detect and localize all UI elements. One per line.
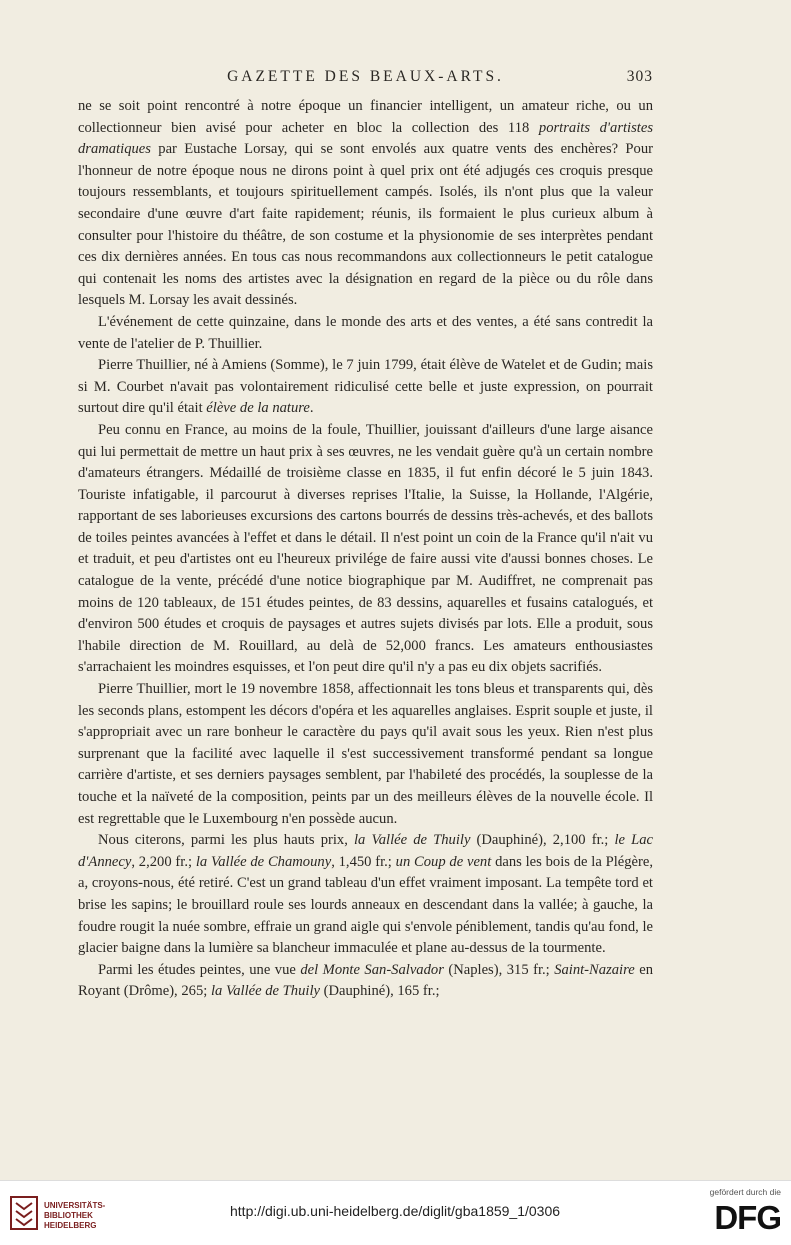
- italic-title: portraits d'artistes dramatiques: [78, 119, 653, 158]
- text-run: par Eustache Lorsay, qui se sont envolés aux quatre vents des enchères? Pour l'honneur de notre époque nous ne dirons point à quel prix ont été adjugés ces croquis presque toujours ressemblants, et toujours spirituellement campés. Isolés, ils n'ont plus que la valeur secondaire d'une œuvre d'art faite rapidement; réunis, ils formaient le plus curieux album à consulter pour l'histoire du théâtre, de son costume et la physionomie de ses interprètes pendant ces dix dernières années. En tous cas nous recommandons aux collectionneurs le petit catalogue qui contenait les noms des artistes avec la désignation en regard de la pièce ou du rôle dans lesquels M. Lorsay les avait dessinés.: [78, 141, 653, 309]
- italic-title: la Vallée de Chamouny: [195, 853, 332, 870]
- text-run: .: [309, 400, 314, 417]
- library-line: UNIVERSITÄTS-: [44, 1201, 106, 1210]
- paragraph: [78, 830, 653, 960]
- paragraph: [78, 312, 653, 355]
- text-run: Peu connu en France, au moins de la foule, Thuillier, jouissant d'ailleurs d'une large aisance qui lui permettait de mettre un haut prix à ses œuvres, ne les vendait guère qu'à un certain nombre d'amateurs étrangers. Médaillé de troisième classe en 1835, il fut enfin décoré le 5 juin 1843. Touriste infatigable, il parcourut à diverses reprises l'Italie, la Suisse, la Hollande, l'Algérie, rapportant de ses laborieuses excursions des cartons bourrés de dessins très-achevés, et des ballots de toiles peintes avancées à l'effet et dans le détail. Il n'est point un coin de la France qu'il n'ait vu et traduit, et peu d'artistes ont eu l'heureux privilége de faire aussi vite d'aussi bonnes choses. Le catalogue de la vente, précédé d'une notice biographique par M. Audiffret, ne comprenait pas moins de 120 tableaux, de 151 études peintes, de 83 dessins, aquarelles et fusains catalogués, et d'environ 500 études et croquis de paysages et autres sujets divisés par lots. Elle a produit, sous l'habile direction de M. Rouillard, au delà de 52,000 francs. Les amateurs enthousiastes s'arrachaient les moindres esquisses, et l'on peut dire qu'il n'y a pas eu dix objets sacrifiés.: [78, 421, 653, 676]
- text-run: Pierre Thuillier, né à Amiens (Somme), le 7 juin 1799, était élève de Watelet et de Gudin; mais si M. Courbet n'avait pas volontairement ridiculisé cette belle et juste expression, on pourrait surtout dire qu'il était: [78, 357, 653, 417]
- text-run: (Dauphiné), 2,100 fr.;: [470, 832, 615, 849]
- italic-title: del Monte San-Salvador: [300, 961, 444, 978]
- page-number: 303: [626, 68, 653, 85]
- paragraph: [78, 420, 653, 679]
- paragraph: [78, 960, 653, 1003]
- text-run: Nous citerons, parmi les plus hauts prix,: [98, 832, 354, 849]
- article-body: [78, 96, 653, 1003]
- university-library-logo-icon: [10, 1195, 38, 1231]
- library-name: [44, 1201, 105, 1231]
- running-head: [78, 68, 653, 92]
- italic-title: la Vallée de Thuily: [210, 983, 320, 1000]
- text-run: dans les bois de la Plégère, a, croyons-nous, été retiré. C'est un grand tableau d'un effet vraiment imposant. La tempête tord et brise les sapins; le brouillard roule ses lourds anneaux en descendant dans la vallée; à gauche, la foudre rougit la nuée sombre, effraie un grand aigle qui s'envole péniblement, tandis qu'au fond, le glacier baigne dans la lumière sa blancheur immaculée et plane au-dessus de la tourmente.: [78, 853, 653, 957]
- text-run: L'événement de cette quinzaine, dans le monde des arts et des ventes, a été sans contredit la vente de l'atelier de P. Thuillier.: [78, 313, 653, 352]
- text-run: , 2,200 fr.;: [131, 853, 196, 870]
- text-run: (Naples), 315 fr.;: [443, 961, 555, 978]
- paragraph: [78, 355, 653, 420]
- italic-title: la Vallée de Thuily: [354, 832, 471, 849]
- italic-title: élève de la nature: [206, 400, 310, 417]
- library-line: HEIDELBERG: [44, 1221, 97, 1230]
- text-run: (Dauphiné), 165 fr.;: [319, 983, 440, 1000]
- text-run: Pierre Thuillier, mort le 19 novembre 1858, affectionnait les tons bleus et transparents qui, dès les seconds plans, estompent les décors d'opéra et les aquarelles anglaises. Esprit souple et juste, il s'appropriait avec un rare bonheur le caractère du pays qu'il avait sous les yeux. Rien n'est plus surprenant que la facilité avec laquelle il s'est successivement transformé pendant sa longue carrière d'artiste, et ses derniers paysages semblent, par l'habileté des procédés, la souplesse de la touche et la naïveté de la composition, peints par un des meilleurs élèves de la nouvelle école. Il est regrettable que le Luxembourg n'en possède aucun.: [78, 681, 653, 827]
- library-line: BIBLIOTHEK: [44, 1211, 93, 1220]
- italic-title: Saint-Nazaire: [554, 961, 635, 978]
- text-run: Parmi les études peintes, une vue: [98, 961, 301, 978]
- text-run: en Royant (Drôme), 265;: [78, 961, 653, 1000]
- italic-title: un Coup de vent: [395, 853, 492, 870]
- permalink[interactable]: http://digi.ub.uni-heidelberg.de/diglit/gba1859_1/0306: [230, 1203, 561, 1219]
- viewer-footer: [0, 1180, 791, 1245]
- paragraph: [78, 679, 653, 830]
- italic-title: le Lac d'Annecy: [78, 832, 653, 870]
- running-title: GAZETTE DES BEAUX-ARTS.: [227, 68, 504, 85]
- text-run: ne se soit point rencontré à notre époque un financier intelligent, un amateur riche, ou un collectionneur bien avisé pour acheter en bloc la collection des 118: [78, 98, 653, 136]
- dfg-logo: DFG: [714, 1199, 781, 1236]
- text-run: , 1,450 fr.;: [331, 853, 396, 870]
- paragraph: [78, 96, 653, 312]
- funding-note: gefördert durch die: [709, 1187, 781, 1197]
